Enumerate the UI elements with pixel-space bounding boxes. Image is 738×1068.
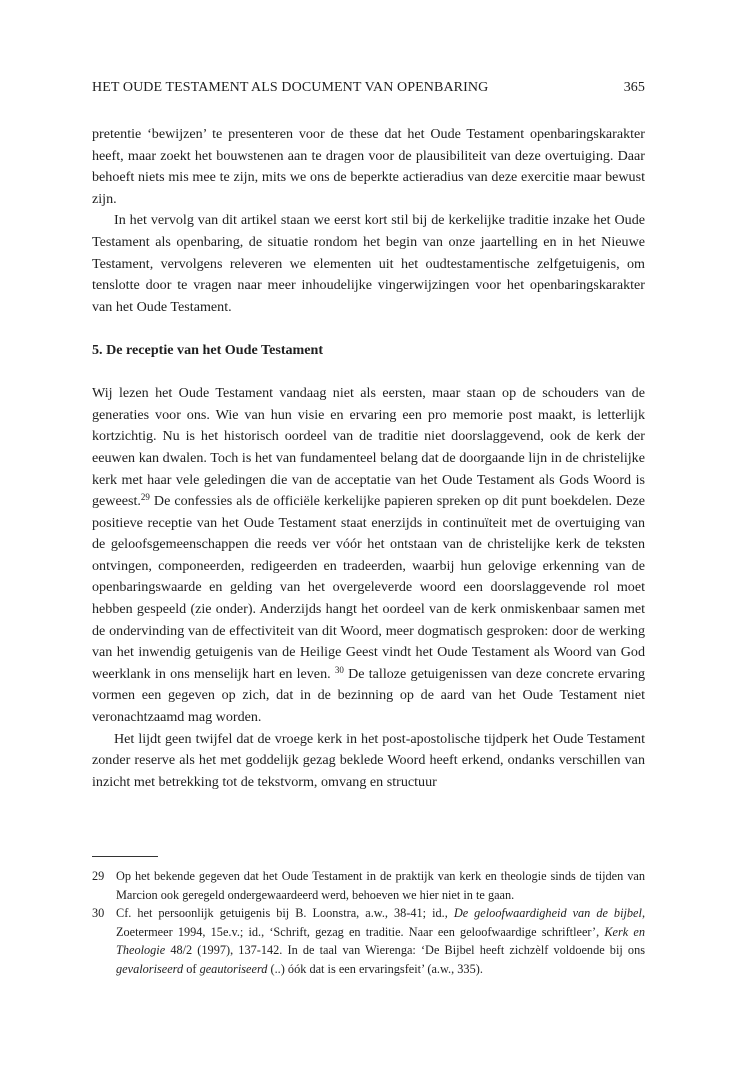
paragraph-3 [92,383,645,729]
fn30-text-2: , Zoetermeer 1994, 15e.v.; id., ‘Schrift, gezag en traditie. Naar een geloofwaardige schriftleer’, [116,906,646,939]
fn30-text-1: Cf. het persoonlijk getuigenis bij B. Loonstra, a.w., 38-41; id., [116,906,454,921]
footnote-30 [92,904,645,978]
paragraph-3-part-1: Wij lezen het Oude Testament vandaag niet als eersten, maar staan op de schouders van de generaties voor ons. Wie van hun visie en ervaring een pro memorie post maakt, is letterlijk kortzichtig. Nu is het historisch oordeel van de traditie niet doorslaggevend, ook de kerk der eeuwen kan dwalen. Toch is het van fundamenteel belang dat de doorgaande lijn in de christelijke kerk met haar vele geledingen die van de acceptatie van het Oude Testament als Gods Woord is geweest. [92,385,645,510]
paragraph-2: In het vervolg van dit artikel staan we eerst kort stil bij de kerkelijke traditie inzake het Oude Testament als openbaring, de situatie rondom het begin van onze jaartelling en in het Nieuwe Testament, vervolgens releveren we elementen uit het oudtestamentische zelfgetuigenis, om tenslotte door te vragen naar meer inhoudelijke vingerwijzingen voor het openbaringskarakter van het Oude Testament. [92,212,645,315]
running-title: HET OUDE TESTAMENT ALS DOCUMENT VAN OPENBARING [92,80,489,95]
fn30-title-2: Kerk en Theologie [116,924,645,958]
footnote-text: Op het bekende gegeven dat het Oude Testament in de praktijk van kerk en theologie sinds de tijden van Marcion ook geregeld ondergewaardeerd werd, behoeven we hier niet in te gaan. [116,869,645,902]
footnotes [92,867,645,979]
paragraph-1: pretentie ‘bewijzen’ te presenteren voor de these dat het Oude Testament openbaringskarakter heeft, maar zoekt het bouwstenen aan te dragen voor de plausibiliteit van deze overtuiging. Daar behoeft niets mis mee te zijn, mits we ons de beperkte actieradius van deze exercitie maar bewust zijn. [92,126,645,207]
fn30-text-4: of [183,961,200,976]
footnote-separator [92,856,158,857]
footnote-ref-30[interactable]: 30 [334,664,344,675]
footnote-ref-29[interactable]: 29 [140,492,150,503]
paragraph-4: Het lijdt geen twijfel dat de vroege kerk in het post-apostolische tijdperk het Oude Testament zonder reserve als het met goddelijk gezag beklede Woord heeft erkend, ondanks verschillen van inzicht met betrekking tot de tekstvorm, omvang en structuur [92,730,645,790]
paragraph-3-part-3: De talloze getuigenissen van deze concrete ervaring vormen een gegeven op zich, dat in de bezinning op de aard van het Oude Testament niet veronachtzaamd mag worden. [92,665,645,726]
footnote-text [116,904,645,978]
section-heading: 5. De receptie van het Oude Testament [92,341,324,358]
fn30-text-5: (..) óók dat is een ervaringsfeit’ (a.w., 335). [267,961,483,976]
page-number: 365 [623,80,645,95]
body-text [92,124,645,793]
paragraph-3-part-2: De confessies als de officiële kerkelijke papieren spreken op dit punt boekdelen. Deze positieve receptie van het Oude Testament staat enerzijds in continuïteit met de overtuiging van de geloofsgemeenschappen die reeds ver vóór het ontstaan van de christelijke kerk de teksten ontvingen, componeerden, redigeerden en tradeerden, waarbij hun gelovige erkenning van de openbaringswaarde en gelding van het overgeleverde woord een doorslaggevende rol moet hebben gespeeld (zie onder). Anderzijds hangt het oordeel van de kerk onmiskenbaar samen met de ondervinding van de effectiviteit van dit Woord, meer dogmatisch gesproken: door de werking van het inwendig getuigenis van de Heilige Geest vindt het Oude Testament als Woord van God weerklank in ons menselijk hart en leven. [92,493,645,682]
fn30-text-3: 48/2 (1997), 137-142. In de taal van Wierenga: ‘De Bijbel heeft zichzèlf voldoende bij ons [165,943,645,958]
footnote-29 [92,867,645,904]
running-header [92,79,645,97]
footnote-number: 29 [92,869,105,883]
fn30-term-1: gevaloriseerd [116,961,184,976]
fn30-term-2: geautoriseerd [199,961,268,976]
footnote-number: 30 [92,906,105,921]
fn30-title-1: De geloofwaardigheid van de bijbel [453,906,642,921]
